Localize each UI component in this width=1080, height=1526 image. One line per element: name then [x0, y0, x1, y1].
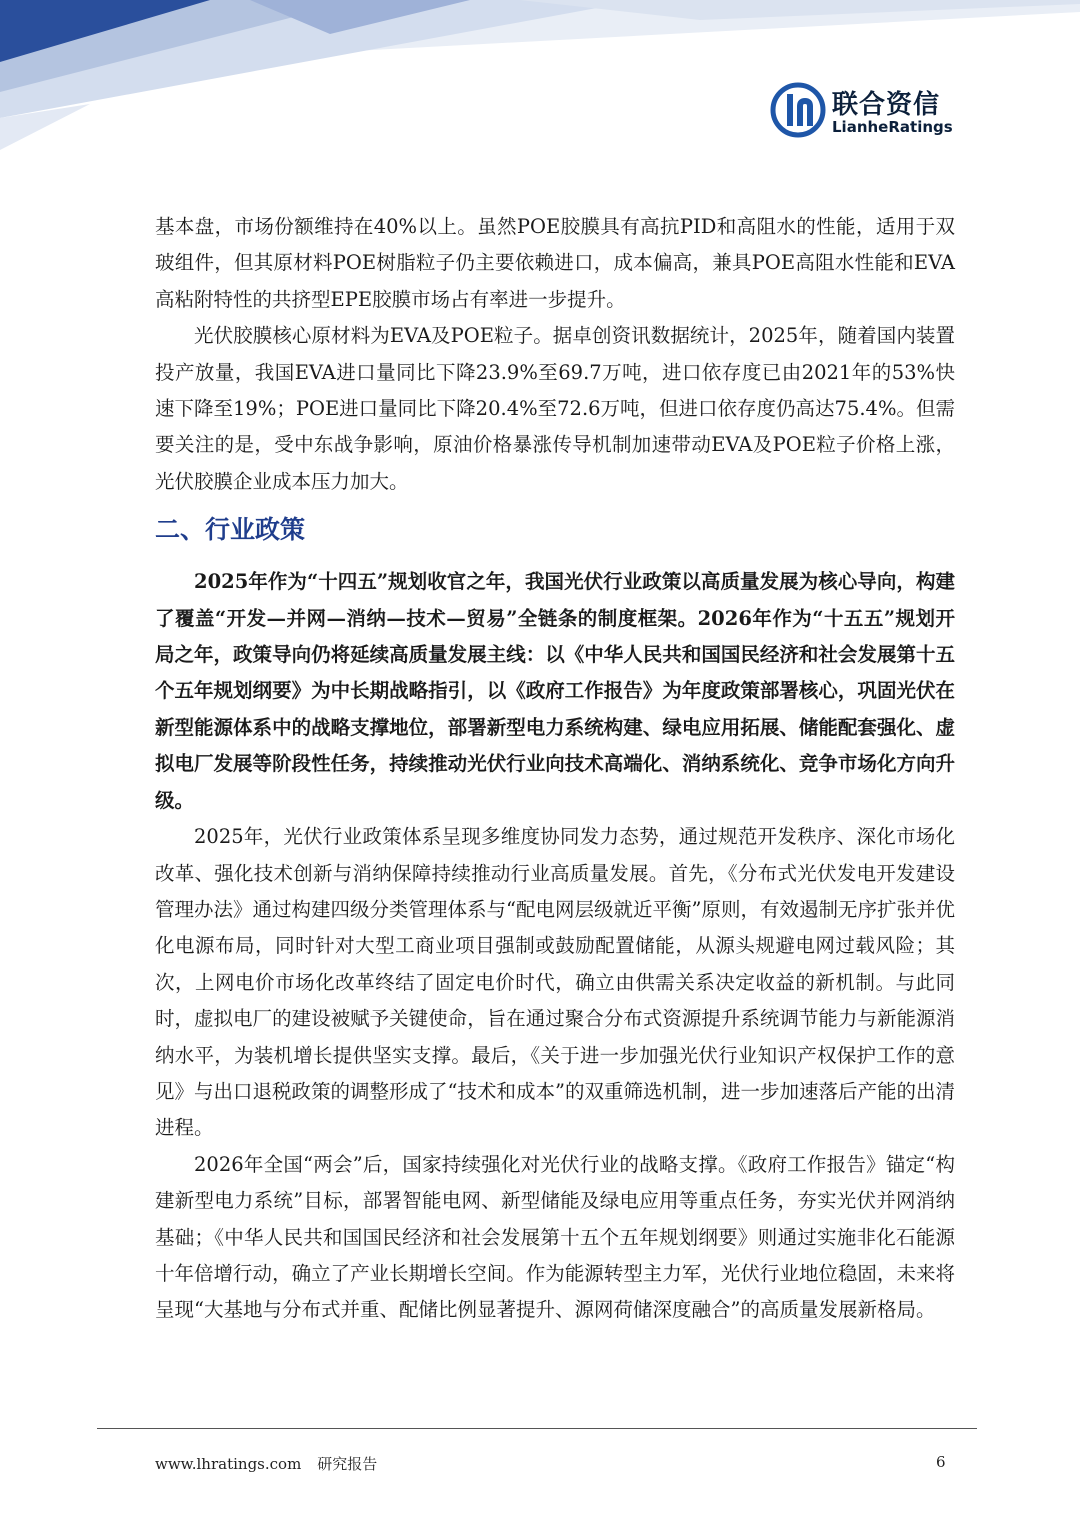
report-body	[155, 209, 955, 1329]
paragraph-policy-2025: 2025年，光伏行业政策体系呈现多维度协同发力态势，通过规范开发秩序、深化市场化改革、强化技术创新与消纳保障持续推动行业高质量发展。首先，《分布式光伏发电开发建设管理办法》通过构建四级分类管理体系与“配电网层级就近平衡”原则，有效遏制无序扩张并优化电源布局，同时针对大型工商业项目强制或鼓励配置储能，从源头规避电网过载风险；其次，上网电价市场化改革终结了固定电价时代，确立由供需关系决定收益的新机制。与此同时，虚拟电厂的建设被赋予关键使命，旨在通过聚合分布式资源提升系统调节能力与新能源消纳水平，为装机增长提供坚实支撑。最后，《关于进一步加强光伏行业知识产权保护工作的意见》与出口退税政策的调整形成了“技术和成本”的双重筛选机制，进一步加速落后产能的出清进程。	[155, 825, 955, 1140]
footer-divider	[97, 1428, 977, 1429]
lianhe-logo-icon	[770, 82, 826, 138]
logo-english-name: LianheRatings	[832, 118, 953, 136]
section-heading: 二、行业政策	[155, 515, 306, 545]
paragraph-film-market: 基本盘，市场份额维持在40%以上。虽然POE胶膜具有高抗PID和高阻水的性能，适用于双玻组件，但其原材料POE树脂粒子仍主要依赖进口，成本偏高，兼具POE高阻水性能和EVA高粘附特性的共挤型EPE胶膜市场占有率进一步提升。	[155, 215, 955, 311]
paragraph-raw-materials: 光伏胶膜核心原材料为EVA及POE粒子。据卓创资讯数据统计，2025年，随着国内装置投产放量，我国EVA进口量同比下降23.9%至69.7万吨，进口依存度已由2021年的53%快速下降至19%；POE进口量同比下降20.4%至72.6万吨，但进口依存度仍高达75.4%。但需要关注的是，受中东战争影响，原油价格暴涨传导机制加速带动EVA及POE粒子价格上涨，光伏胶膜企业成本压力加大。	[155, 324, 955, 493]
footer-doc-type: 研究报告	[317, 1455, 378, 1473]
company-logo	[770, 82, 970, 142]
logo-chinese-name: 联合资信	[832, 90, 941, 120]
paragraph-policy-2026: 2026年全国“两会”后，国家持续强化对光伏行业的战略支撑。《政府工作报告》锚定“构建新型电力系统”目标，部署智能电网、新型储能及绿电应用等重点任务，夯实光伏并网消纳基础；《中华人民共和国国民经济和社会发展第十五个五年规划纲要》则通过实施非化石能源十年倍增行动，确立了产业长期增长空间。作为能源转型主力军，光伏行业地位稳固，未来将呈现“大基地与分布式并重、配储比例显著提升、源网荷储深度融合”的高质量发展新格局。	[155, 1152, 955, 1322]
page-number: 6	[936, 1453, 946, 1471]
paragraph-policy-summary: 2025年作为“十四五”规划收官之年，我国光伏行业政策以高质量发展为核心导向，构建了覆盖“开发—并网—消纳—技术—贸易”全链条的制度框架。2026年作为“十五五”规划开局之年，政策导向仍将延续高质量发展主线：以《中华人民共和国国民经济和社会发展第十五个五年规划纲要》为中长期战略指引，以《政府工作报告》为年度政策部署核心，巩固光伏在新型能源体系中的战略支撑地位，部署新型电力系统构建、绿电应用拓展、储能配套强化、虚拟电厂发展等阶段性任务，持续推动光伏行业向技术高端化、消纳系统化、竞争市场化方向升级。	[155, 570, 955, 812]
footer-info	[155, 1453, 377, 1474]
footer-website-link[interactable]: www.lhratings.com	[155, 1455, 302, 1473]
